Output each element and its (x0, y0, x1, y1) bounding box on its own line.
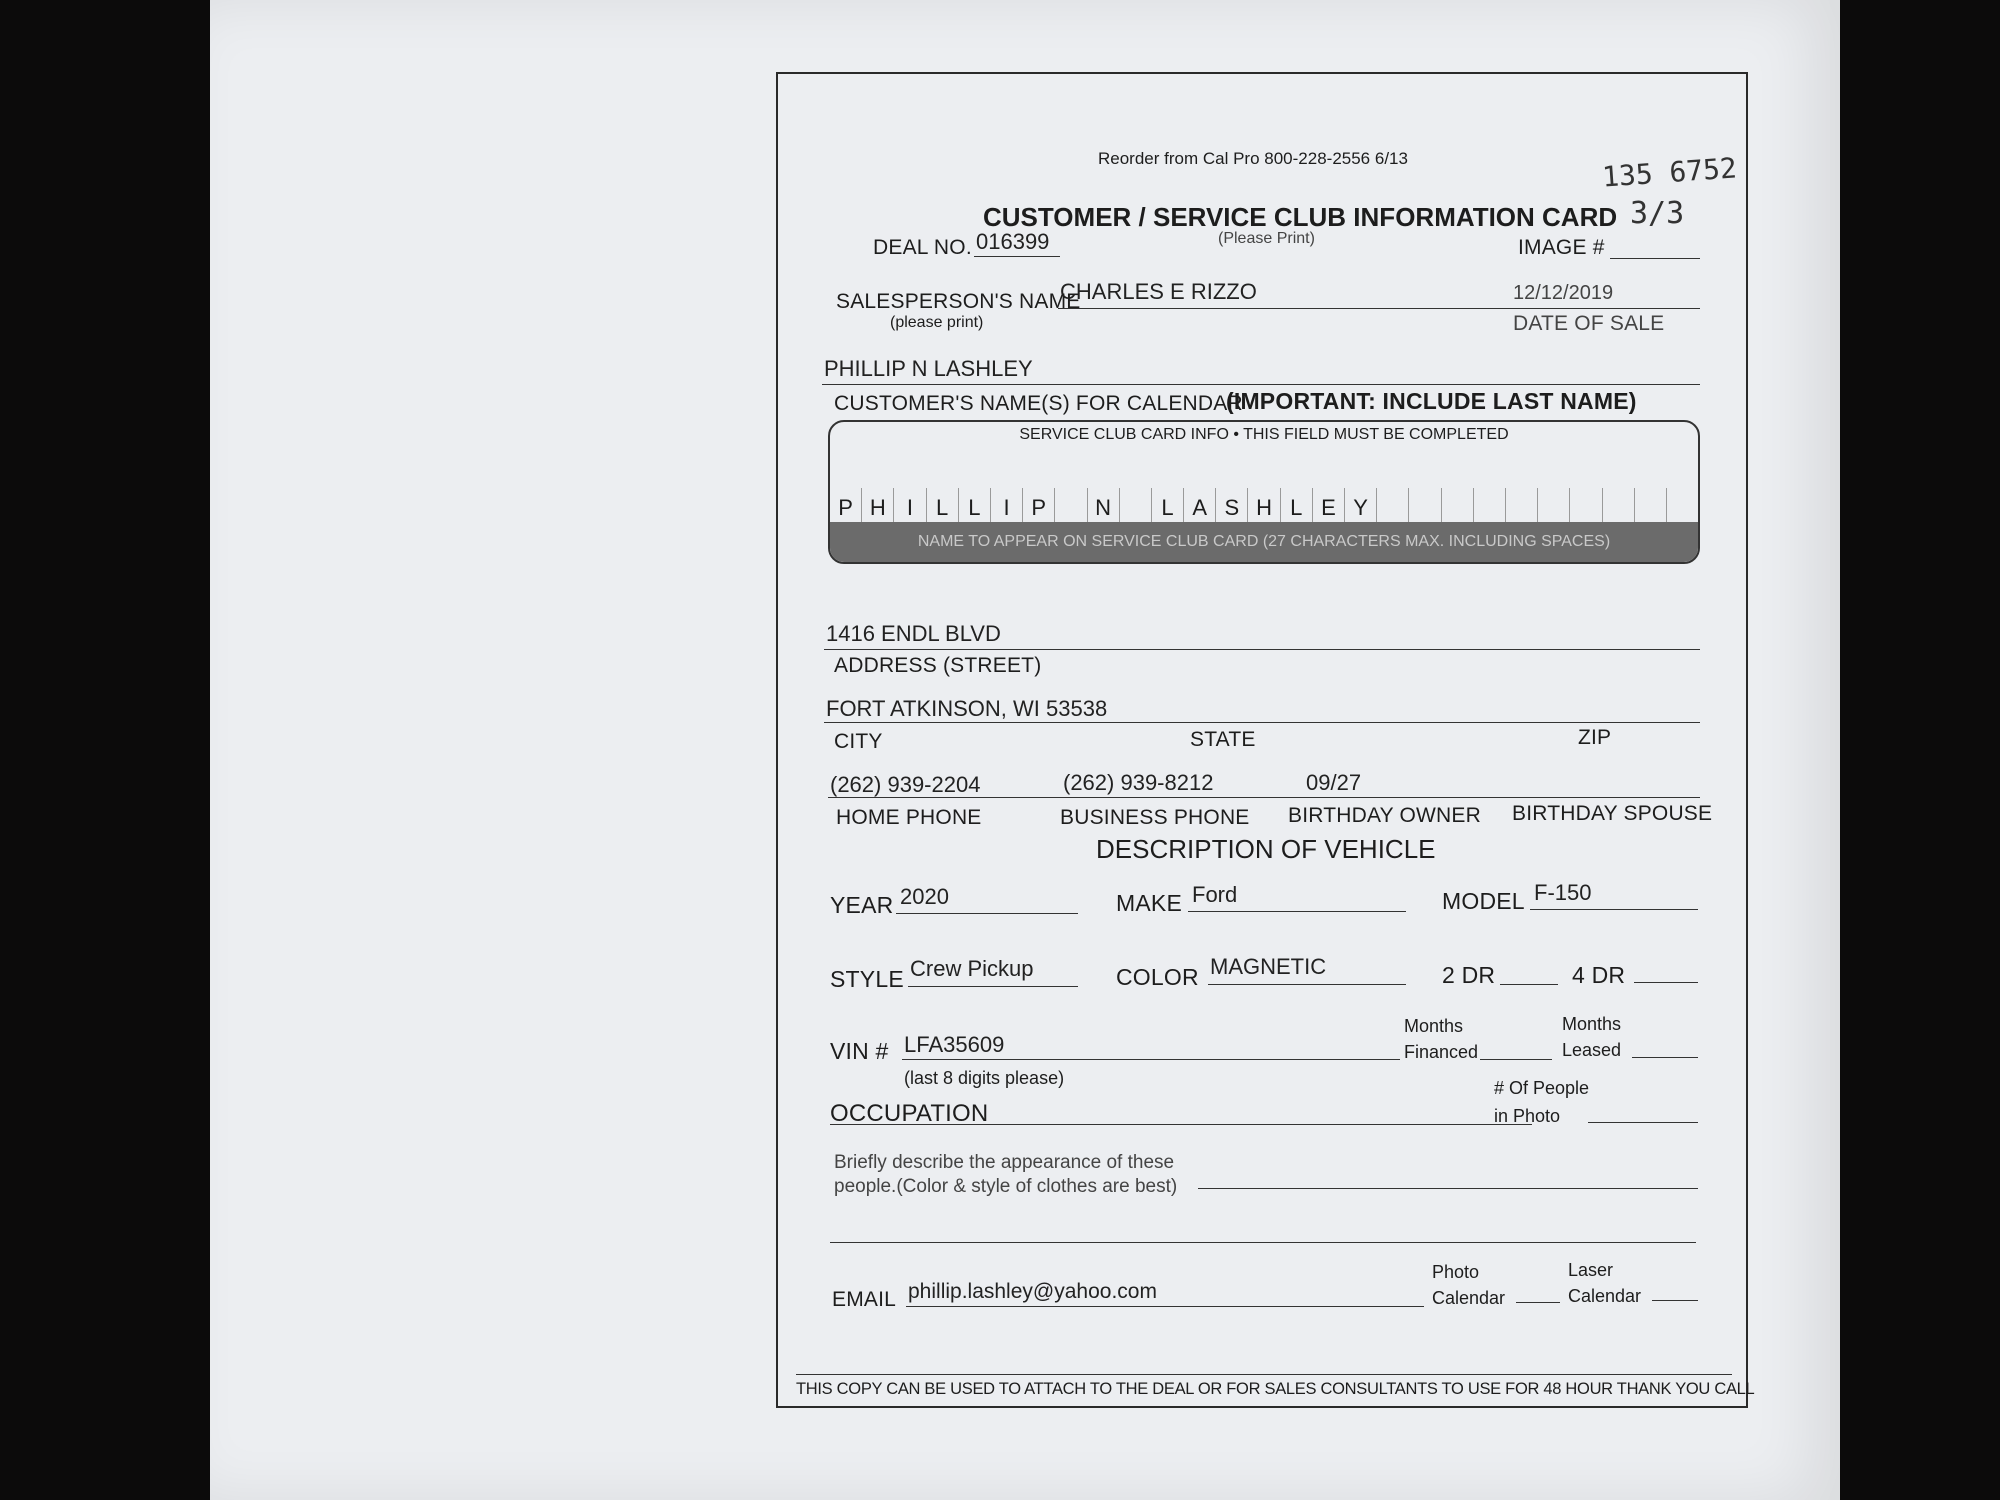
letter-cell: P (830, 488, 862, 526)
letter-cell (1635, 488, 1667, 526)
style-value: Crew Pickup (910, 956, 1034, 981)
two-door-underline (1500, 984, 1558, 985)
financed-underline (1480, 1059, 1552, 1060)
birthday-spouse-label: BIRTHDAY SPOUSE (1512, 802, 1713, 825)
salesperson-underline (1058, 308, 1700, 309)
vin-note: (last 8 digits please) (904, 1068, 1065, 1088)
year-value: 2020 (900, 884, 949, 909)
letter-cell: N (1088, 488, 1120, 526)
two-door-label: 2 DR (1442, 962, 1496, 988)
handwritten-page: 3/3 (1630, 196, 1685, 231)
email-value: phillip.lashley@yahoo.com (908, 1280, 1157, 1303)
four-door-underline (1634, 982, 1698, 983)
address-label: ADDRESS (STREET) (834, 654, 1042, 677)
handwritten-number: 135 6752 (1601, 151, 1738, 194)
please-print-note: (Please Print) (1218, 230, 1315, 247)
letter-cell (1120, 488, 1152, 526)
letter-cell (1409, 488, 1441, 526)
important-note: (IMPORTANT: INCLUDE LAST NAME) (1226, 388, 1637, 414)
laser-calendar-label-2: Calendar (1568, 1286, 1642, 1306)
describe-underline-2 (830, 1242, 1696, 1243)
letter-cell: I (894, 488, 926, 526)
people-underline (1588, 1122, 1698, 1123)
letter-cell (1667, 488, 1698, 526)
home-phone-label: HOME PHONE (836, 806, 982, 829)
letter-cell: L (927, 488, 959, 526)
make-label: MAKE (1116, 890, 1182, 916)
year-underline (896, 913, 1078, 914)
occupation-label: OCCUPATION (830, 1100, 989, 1127)
paper-sheet (210, 0, 1840, 1500)
color-value: MAGNETIC (1210, 954, 1327, 979)
describe-underline-1 (1198, 1188, 1698, 1189)
vin-underline (902, 1059, 1400, 1060)
deal-underline (974, 256, 1060, 257)
city-underline (824, 722, 1700, 723)
make-underline (1188, 911, 1406, 912)
letter-cell: E (1313, 488, 1345, 526)
describe-line-1: Briefly describe the appearance of these (834, 1152, 1175, 1173)
card-title: CUSTOMER / SERVICE CLUB INFORMATION CARD (983, 202, 1618, 232)
describe-line-2: people.(Color & style of clothes are best) (834, 1176, 1178, 1197)
letter-cell: H (862, 488, 894, 526)
letter-cell (1377, 488, 1409, 526)
footer-rule (796, 1374, 1732, 1375)
letter-cell: P (1023, 488, 1055, 526)
footer-note: THIS COPY CAN BE USED TO ATTACH TO THE DEAL OR FOR SALES CONSULTANTS TO USE FOR 48 HOUR THANK YOU CALL (796, 1380, 1755, 1398)
laser-calendar-label-1: Laser (1568, 1260, 1614, 1280)
letter-cell: H (1248, 488, 1280, 526)
letter-cell: L (959, 488, 991, 526)
letter-cell (1506, 488, 1538, 526)
photo-calendar-underline (1516, 1302, 1560, 1303)
year-label: YEAR (830, 892, 894, 918)
deal-number: 016399 (976, 229, 1050, 254)
address-underline (824, 649, 1700, 650)
address-value: 1416 ENDL BLVD (826, 621, 1001, 646)
color-underline (1208, 984, 1406, 985)
vehicle-heading: DESCRIPTION OF VEHICLE (1096, 834, 1436, 864)
color-label: COLOR (1116, 964, 1199, 990)
people-in-photo-label-2: in Photo (1494, 1106, 1561, 1126)
letter-cell (1603, 488, 1635, 526)
letter-cell: S (1216, 488, 1248, 526)
email-label: EMAIL (832, 1288, 897, 1311)
photo-calendar-label-1: Photo (1432, 1262, 1480, 1282)
zip-label: ZIP (1578, 726, 1612, 749)
letter-cell: L (1281, 488, 1313, 526)
letter-cell (1474, 488, 1506, 526)
salesperson-sublabel: (please print) (890, 314, 984, 331)
letter-cell (1055, 488, 1087, 526)
model-value: F-150 (1534, 880, 1592, 905)
email-underline (906, 1306, 1424, 1307)
phone-underline (828, 797, 1700, 798)
sale-date: 12/12/2019 (1513, 282, 1614, 304)
letter-cell: A (1184, 488, 1216, 526)
vin-label: VIN # (830, 1038, 889, 1064)
letter-cell (1538, 488, 1570, 526)
customer-name: PHILLIP N LASHLEY (824, 356, 1033, 381)
customer-underline (822, 384, 1700, 385)
date-of-sale-label: DATE OF SALE (1513, 312, 1665, 335)
deal-label: DEAL NO. (873, 236, 972, 259)
style-underline (908, 986, 1078, 987)
business-phone-value: (262) 939-8212 (1063, 770, 1214, 795)
laser-calendar-underline (1652, 1300, 1698, 1301)
birthday-owner-value: 09/27 (1306, 770, 1362, 795)
occupation-underline (830, 1124, 1532, 1125)
salesperson-name: CHARLES E RIZZO (1060, 279, 1257, 304)
salesperson-label: SALESPERSON'S NAME (836, 290, 1081, 313)
city-value: FORT ATKINSON, WI 53538 (826, 696, 1108, 721)
letter-cell: Y (1345, 488, 1377, 526)
city-label: CITY (834, 730, 883, 753)
model-underline (1530, 909, 1698, 910)
make-value: Ford (1192, 882, 1238, 907)
service-club-header: SERVICE CLUB CARD INFO • THIS FIELD MUST BE COMPLETED (1019, 426, 1509, 443)
model-label: MODEL (1442, 888, 1525, 914)
reorder-note: Reorder from Cal Pro 800-228-2556 6/13 (1098, 149, 1408, 168)
image-label: IMAGE # (1518, 236, 1605, 259)
four-door-label: 4 DR (1572, 962, 1626, 988)
style-label: STYLE (830, 966, 904, 992)
home-phone-value: (262) 939-2204 (830, 772, 981, 797)
letter-cell: I (991, 488, 1023, 526)
months-leased-label-1: Months (1562, 1014, 1622, 1034)
service-club-footer: NAME TO APPEAR ON SERVICE CLUB CARD (27 CHARACTERS MAX. INCLUDING SPACES) (830, 522, 1698, 562)
people-in-photo-label-1: # Of People (1494, 1078, 1590, 1098)
months-financed-label-2: Financed (1404, 1042, 1479, 1062)
business-phone-label: BUSINESS PHONE (1060, 806, 1250, 829)
letter-cell: L (1152, 488, 1184, 526)
birthday-owner-label: BIRTHDAY OWNER (1288, 804, 1481, 827)
months-leased-label-2: Leased (1562, 1040, 1622, 1060)
letter-cell (1570, 488, 1602, 526)
letter-cell (1442, 488, 1474, 526)
vin-value: LFA35609 (904, 1032, 1005, 1057)
customer-label: CUSTOMER'S NAME(S) FOR CALENDAR (834, 392, 1243, 415)
photo-calendar-label-2: Calendar (1432, 1288, 1506, 1308)
months-financed-label-1: Months (1404, 1016, 1464, 1036)
leased-underline (1632, 1057, 1698, 1058)
state-label: STATE (1190, 728, 1256, 751)
service-club-letter-grid (830, 488, 1698, 526)
image-underline (1610, 258, 1700, 259)
information-card (776, 72, 1755, 1408)
service-club-box (828, 420, 1700, 564)
